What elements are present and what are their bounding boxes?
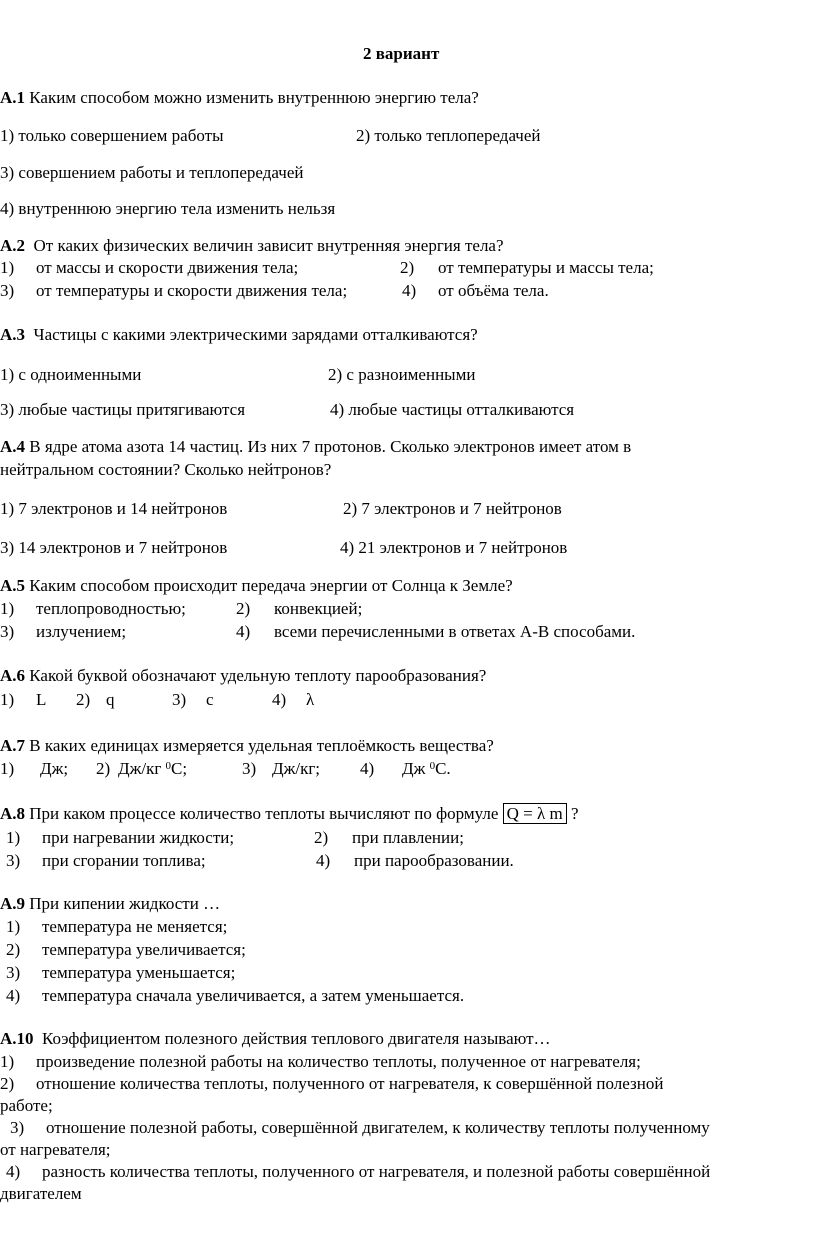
a9-option-2: температура увеличивается;	[42, 940, 246, 959]
question-a2	[0, 236, 504, 256]
a8-option-4-num: 4)	[316, 851, 331, 870]
a7-option-4	[402, 759, 451, 779]
a3-option-2: 2) с разноименными	[328, 365, 476, 384]
question-a10	[0, 1029, 551, 1049]
a9-option-1-num: 1)	[6, 917, 21, 936]
question-end: ?	[570, 804, 579, 823]
a10-option-2-num: 2)	[0, 1074, 15, 1093]
question-number: А.3	[0, 325, 26, 344]
a7-option-3: Дж/кг;	[272, 759, 321, 778]
a10-option-4-cont: двигателем	[0, 1184, 82, 1203]
a3-option-1: 1) с одноименными	[0, 365, 142, 384]
question-text: Частицы с какими электрическими зарядами отталкиваются?	[33, 325, 478, 344]
a5-option-1-num: 1)	[0, 599, 15, 618]
question-number: А.5	[0, 576, 26, 595]
a1-option-2: 2) только теплопередачей	[356, 126, 541, 145]
a10-option-2: отношение количества теплоты, полученного от нагревателя, к совершённой полезной	[36, 1074, 664, 1093]
degree-superscript: 0	[429, 760, 436, 772]
question-a9	[0, 894, 220, 914]
unit-text: Дж/кг	[118, 759, 162, 778]
a8-option-3-num: 3)	[6, 851, 21, 870]
question-number: А.10	[0, 1029, 34, 1048]
a8-option-2: при плавлении;	[352, 828, 464, 847]
formula-box: Q = λ m	[503, 803, 567, 824]
a7-option-1: Дж;	[40, 759, 69, 778]
a1-option-1: 1) только совершением работы	[0, 126, 224, 145]
question-a8	[0, 804, 579, 824]
a2-option-3-num: 3)	[0, 281, 15, 300]
a4-option-2: 2) 7 электронов и 7 нейтронов	[343, 499, 562, 518]
a10-option-1-num: 1)	[0, 1052, 15, 1071]
question-a3	[0, 325, 478, 345]
question-text: При каком процессе количество теплоты вычисляют по формуле	[29, 804, 499, 823]
a3-option-4: 4) любые частицы отталкиваются	[330, 400, 575, 419]
a3-option-3: 3) любые частицы притягиваются	[0, 400, 246, 419]
a8-option-1-num: 1)	[6, 828, 21, 847]
a9-option-3-num: 3)	[6, 963, 21, 982]
a7-option-2-num: 2)	[96, 759, 111, 778]
question-number: А.2	[0, 236, 26, 255]
a6-option-1: L	[36, 690, 47, 709]
a4-option-3: 3) 14 электронов и 7 нейтронов	[0, 538, 228, 557]
a2-option-4: от объёма тела.	[438, 281, 549, 300]
a1-option-4: 4) внутреннюю энергию тела изменить нельзя	[0, 199, 336, 218]
question-number: А.9	[0, 894, 26, 913]
a5-option-2-num: 2)	[236, 599, 251, 618]
a4-option-1: 1) 7 электронов и 14 нейтронов	[0, 499, 228, 518]
a8-option-1: при нагревании жидкости;	[42, 828, 235, 847]
a5-option-1: теплопроводностью;	[36, 599, 186, 618]
a10-option-2-cont: работе;	[0, 1096, 53, 1115]
unit-text: С;	[171, 759, 188, 778]
a6-option-4: λ	[306, 690, 315, 709]
page-title: 2 вариант	[363, 44, 440, 63]
a9-option-1: температура не меняется;	[42, 917, 228, 936]
a7-option-3-num: 3)	[242, 759, 257, 778]
a10-option-3: отношение полезной работы, совершённой двигателем, к количеству теплоты полученному	[46, 1118, 710, 1137]
question-text: В ядре атома азота 14 частиц. Из них 7 протонов. Сколько электронов имеет атом в	[29, 437, 632, 456]
unit-text: Дж	[402, 759, 426, 778]
question-number: А.1	[0, 88, 26, 107]
a10-option-3-num: 3)	[10, 1118, 25, 1137]
a5-option-4-num: 4)	[236, 622, 251, 641]
a8-option-3: при сгорании топлива;	[42, 851, 206, 870]
question-text: Коэффициентом полезного действия теплового двигателя называют…	[42, 1029, 551, 1048]
a10-option-4: разность количества теплоты, полученного от нагревателя, и полезной работы совершённой	[42, 1162, 711, 1181]
question-text: Какой буквой обозначают удельную теплоту парообразования?	[29, 666, 487, 685]
a6-option-4-num: 4)	[272, 690, 287, 709]
question-a4	[0, 437, 631, 457]
a5-option-3: излучением;	[36, 622, 127, 641]
a9-option-3: температура уменьшается;	[42, 963, 236, 982]
a5-option-4: всеми перечисленными в ответах А-В способами.	[274, 622, 636, 641]
a5-option-3-num: 3)	[0, 622, 15, 641]
question-text: Каким способом происходит передача энергии от Солнца к Земле?	[29, 576, 513, 595]
a2-option-2-num: 2)	[400, 258, 415, 277]
a4-option-4: 4) 21 электронов и 7 нейтронов	[340, 538, 568, 557]
a9-option-2-num: 2)	[6, 940, 21, 959]
question-number: А.6	[0, 666, 26, 685]
a2-option-4-num: 4)	[402, 281, 417, 300]
question-text: От каких физических величин зависит внутренняя энергия тела?	[33, 236, 504, 255]
question-text: Каким способом можно изменить внутреннюю энергию тела?	[29, 88, 479, 107]
a2-option-1-num: 1)	[0, 258, 15, 277]
a10-option-3-cont: от нагревателя;	[0, 1140, 111, 1159]
a2-option-1: от массы и скорости движения тела;	[36, 258, 299, 277]
a9-option-4: температура сначала увеличивается, а затем уменьшается.	[42, 986, 465, 1005]
a1-option-3: 3) совершением работы и теплопередачей	[0, 163, 304, 182]
a6-option-2-num: 2)	[76, 690, 91, 709]
question-a1	[0, 88, 479, 108]
unit-text: С.	[435, 759, 451, 778]
question-number: А.4	[0, 437, 26, 456]
a2-option-2: от температуры и массы тела;	[438, 258, 654, 277]
a6-option-2: q	[106, 690, 115, 709]
a6-option-1-num: 1)	[0, 690, 15, 709]
a6-option-3-num: 3)	[172, 690, 187, 709]
a10-option-4-num: 4)	[6, 1162, 21, 1181]
a7-option-2	[118, 759, 187, 779]
a7-option-4-num: 4)	[360, 759, 375, 778]
question-text: В каких единицах измеряется удельная теплоёмкость вещества?	[29, 736, 494, 755]
a8-option-2-num: 2)	[314, 828, 329, 847]
question-text: При кипении жидкости …	[29, 894, 221, 913]
question-number: А.7	[0, 736, 26, 755]
a7-option-1-num: 1)	[0, 759, 15, 778]
question-a4-cont: нейтральном состоянии? Сколько нейтронов?	[0, 460, 332, 479]
a10-option-1: произведение полезной работы на количество теплоты, полученное от нагревателя;	[36, 1052, 641, 1071]
question-a6	[0, 666, 486, 686]
a8-option-4: при парообразовании.	[354, 851, 514, 870]
question-a7	[0, 736, 494, 756]
question-number: А.8	[0, 804, 26, 823]
a2-option-3: от температуры и скорости движения тела;	[36, 281, 348, 300]
degree-superscript: 0	[165, 760, 172, 772]
a9-option-4-num: 4)	[6, 986, 21, 1005]
question-a5	[0, 576, 513, 596]
a5-option-2: конвекцией;	[274, 599, 363, 618]
a6-option-3: c	[206, 690, 214, 709]
